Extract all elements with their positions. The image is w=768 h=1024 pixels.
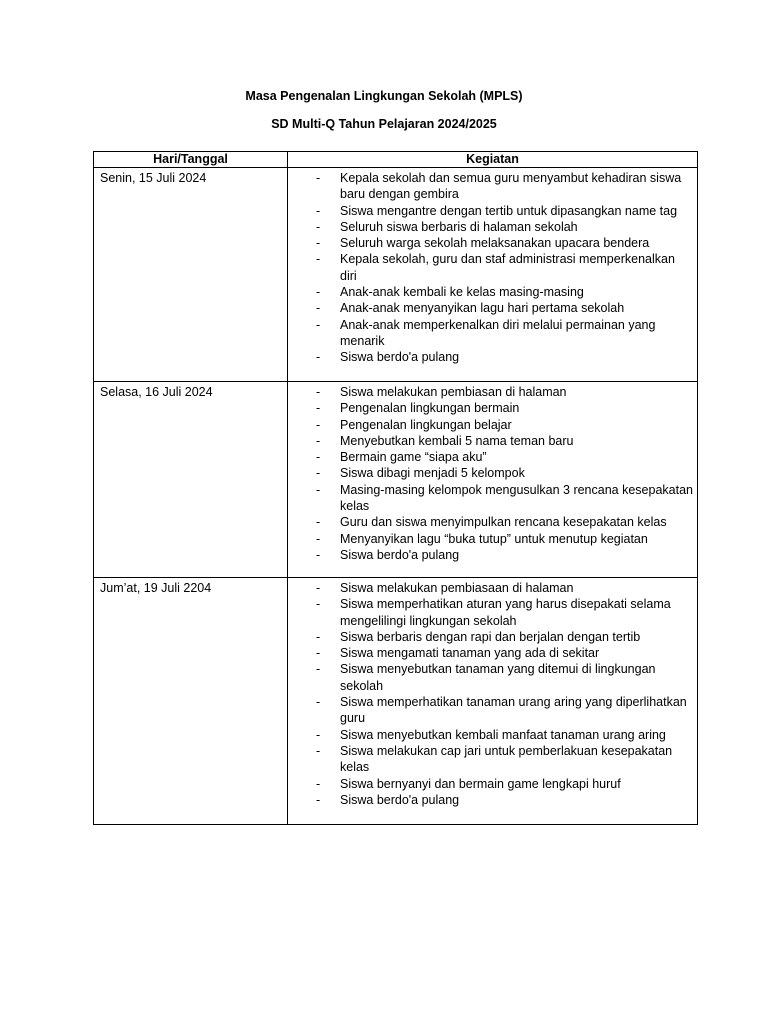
header-day: Hari/Tanggal xyxy=(94,152,288,168)
bullet-dash: - xyxy=(316,236,321,251)
activity-item xyxy=(288,384,693,400)
activity-text: Pengenalan lingkungan belajar xyxy=(340,417,512,432)
activity-item xyxy=(288,449,693,465)
activity-item xyxy=(288,743,693,776)
activity-item xyxy=(288,531,693,547)
activity-text: Siswa menyebutkan kembali manfaat tanaman urang aring xyxy=(340,727,666,742)
activity-item xyxy=(288,465,693,481)
activity-text: Anak-anak kembali ke kelas masing-masing xyxy=(340,285,584,300)
activity-text: Siswa berdo'a pulang xyxy=(340,547,460,562)
activity-text: Siswa mengantre dengan tertib untuk dipasangkan name tag xyxy=(340,203,678,218)
activity-text: Siswa berbaris dengan rapi dan berjalan dengan tertib xyxy=(340,629,641,644)
bullet-dash: - xyxy=(316,401,321,416)
bullet-dash: - xyxy=(316,219,321,234)
activity-text: Siswa melakukan cap jari untuk pemberlakuan kesepakatan kelas xyxy=(340,743,673,775)
activity-text: Bermain game “siapa aku” xyxy=(340,450,487,465)
table-row xyxy=(94,578,698,825)
day-cell: Senin, 15 Juli 2024 xyxy=(94,168,288,382)
activity-item xyxy=(288,203,693,219)
bullet-dash: - xyxy=(316,417,321,432)
activity-item xyxy=(288,235,693,251)
activity-text: Menyanyikan lagu “buka tutup” untuk menutup kegiatan xyxy=(340,531,648,546)
bullet-dash: - xyxy=(316,466,321,481)
bullet-dash: - xyxy=(316,385,321,399)
bullet-dash: - xyxy=(316,203,321,218)
activity-item xyxy=(288,727,693,743)
activity-text: Siswa dibagi menjadi 5 kelompok xyxy=(340,466,525,481)
bullet-dash: - xyxy=(316,482,321,497)
bullet-dash: - xyxy=(316,629,321,644)
activity-text: Siswa melakukan pembiasaan di halaman xyxy=(340,581,574,595)
activity-item xyxy=(288,776,693,792)
activity-text: Siswa mengamati tanaman yang ada di sekitar xyxy=(340,646,600,661)
day-cell: Jum’at, 19 Juli 2204 xyxy=(94,578,288,825)
bullet-dash: - xyxy=(316,581,321,595)
activity-item xyxy=(288,400,693,416)
activity-item xyxy=(288,629,693,645)
header-activities: Kegiatan xyxy=(288,152,698,168)
activity-list xyxy=(288,580,693,808)
bullet-dash: - xyxy=(316,350,321,365)
activity-item xyxy=(288,547,693,563)
activity-text: Seluruh siswa berbaris di halaman sekolah xyxy=(340,219,578,234)
bullet-dash: - xyxy=(316,743,321,758)
activity-text: Menyebutkan kembali 5 nama teman baru xyxy=(340,433,574,448)
table-row xyxy=(94,382,698,578)
activity-item xyxy=(288,596,693,629)
activity-item xyxy=(288,661,693,694)
schedule-table xyxy=(93,151,698,825)
activity-item xyxy=(288,792,693,808)
activity-list xyxy=(288,384,693,563)
bullet-dash: - xyxy=(316,776,321,791)
bullet-dash: - xyxy=(316,792,321,807)
activities-cell xyxy=(288,382,698,578)
activity-text: Seluruh warga sekolah melaksanakan upacara bendera xyxy=(340,236,650,251)
activity-text: Siswa berdo'a pulang xyxy=(340,350,460,365)
document-subtitle: SD Multi-Q Tahun Pelajaran 2024/2025 xyxy=(271,117,497,131)
activity-text: Kepala sekolah, guru dan staf administrasi memperkenalkan diri xyxy=(340,252,675,283)
bullet-dash: - xyxy=(316,301,321,316)
table-header-row xyxy=(94,152,698,168)
activity-item xyxy=(288,317,693,350)
activity-item xyxy=(288,645,693,661)
bullet-dash: - xyxy=(316,695,321,710)
bullet-dash: - xyxy=(316,597,321,612)
activity-text: Pengenalan lingkungan bermain xyxy=(340,401,520,416)
bullet-dash: - xyxy=(316,252,321,267)
activity-text: Siswa memperhatikan aturan yang harus disepakati selama mengelilingi lingkungan sekolah xyxy=(340,597,671,628)
activity-item xyxy=(288,219,693,235)
activity-item xyxy=(288,349,693,365)
bullet-dash: - xyxy=(316,662,321,677)
activity-text: Siswa bernyanyi dan bermain game lengkapi huruf xyxy=(340,776,621,791)
activities-cell xyxy=(288,578,698,825)
activity-text: Siswa berdo'a pulang xyxy=(340,792,460,807)
activity-item xyxy=(288,417,693,433)
activity-list xyxy=(288,170,693,366)
activity-item xyxy=(288,251,693,284)
activity-text: Guru dan siswa menyimpulkan rencana kesepakatan kelas xyxy=(340,515,667,530)
bullet-dash: - xyxy=(316,433,321,448)
activity-item xyxy=(288,170,693,203)
activity-text: Siswa melakukan pembiasan di halaman xyxy=(340,385,567,399)
bullet-dash: - xyxy=(316,515,321,530)
activities-cell xyxy=(288,168,698,382)
bullet-dash: - xyxy=(316,450,321,465)
bullet-dash: - xyxy=(316,646,321,661)
activity-text: Anak-anak menyanyikan lagu hari pertama sekolah xyxy=(340,301,625,316)
bullet-dash: - xyxy=(316,171,321,185)
activity-item xyxy=(288,433,693,449)
activity-text: Masing-masing kelompok mengusulkan 3 rencana kesepakatan kelas xyxy=(340,482,693,514)
bullet-dash: - xyxy=(316,285,321,300)
bullet-dash: - xyxy=(316,317,321,332)
activity-text: Anak-anak memperkenalkan diri melalui permainan yang menarik xyxy=(340,317,656,348)
activity-text: Siswa memperhatikan tanaman urang aring yang diperlihatkan guru xyxy=(340,695,687,726)
activity-item xyxy=(288,300,693,316)
activity-text: Kepala sekolah dan semua guru menyambut kehadiran siswa baru dengan gembira xyxy=(340,171,682,202)
table-row xyxy=(94,168,698,382)
activity-item xyxy=(288,694,693,727)
activity-item xyxy=(288,284,693,300)
activity-item xyxy=(288,482,693,515)
document-title: Masa Pengenalan Lingkungan Sekolah (MPLS) xyxy=(245,89,523,103)
day-cell: Selasa, 16 Juli 2024 xyxy=(94,382,288,578)
activity-text: Siswa menyebutkan tanaman yang ditemui di lingkungan sekolah xyxy=(340,662,656,693)
activity-item xyxy=(288,580,693,596)
activity-item xyxy=(288,514,693,530)
bullet-dash: - xyxy=(316,547,321,562)
bullet-dash: - xyxy=(316,531,321,546)
bullet-dash: - xyxy=(316,727,321,742)
